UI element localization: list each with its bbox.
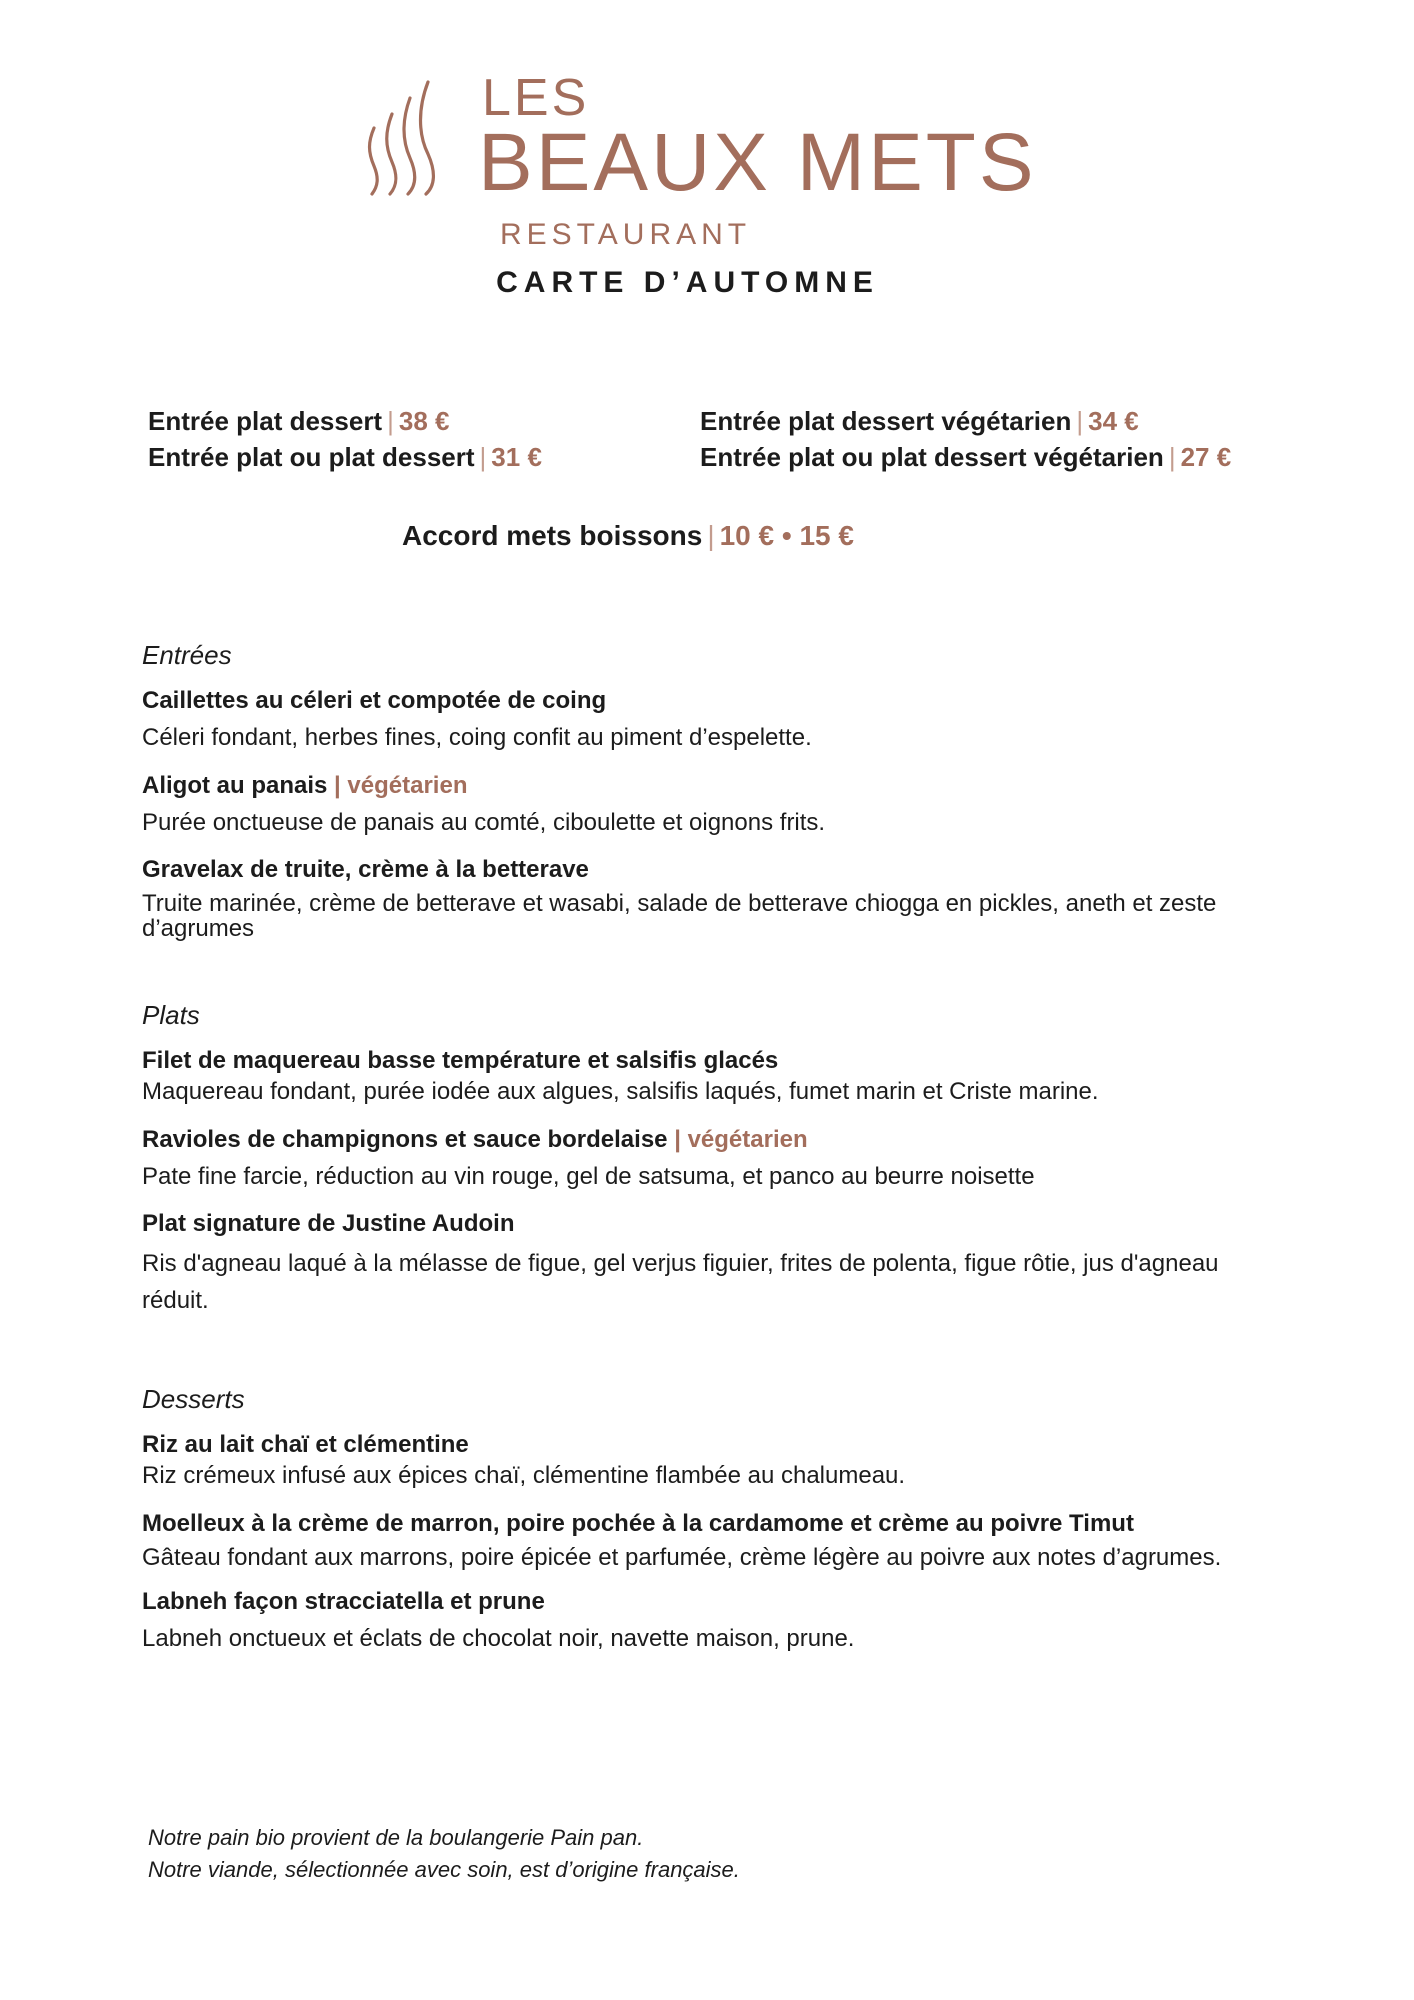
section-entrees — [142, 640, 1272, 958]
dish-description: Ris d'agneau laqué à la mélasse de figue, gel verjus figuier, frites de polenta, figue rôtie, jus d'agneau réduit. — [142, 1250, 1219, 1315]
formula-label: Entrée plat ou plat dessert végétarien — [700, 442, 1164, 472]
dish-name: Caillettes au céleri et compotée de coing — [142, 687, 607, 715]
price-accord: Accord mets boissons | 10 € • 15 € — [402, 520, 854, 551]
dish-description: Truite marinée, crème de betterave et wasabi, salade de betterave chiogga en pickles, aneth et zeste d’agrumes — [142, 890, 1217, 943]
formula-amount: 38 € — [398, 406, 450, 436]
dish-description: Riz crémeux infusé aux épices chaï, clémentine flambée au chalumeau. — [142, 1462, 906, 1490]
dish-name: Moelleux à la crème de marron, poire pochée à la cardamome et crème au poivre Timut — [142, 1509, 1134, 1537]
dish-description: Pate fine farcie, réduction au vin rouge, gel de satsuma, et panco au beurre noisette — [142, 1162, 1035, 1190]
formula-amount: 31 € — [491, 442, 542, 472]
steam-waves-icon — [366, 78, 452, 196]
dish-name: Ravioles de champignons et sauce bordelaise — [142, 1125, 668, 1153]
price-formula-1: Entrée plat dessert | 38 € — [148, 406, 450, 436]
logo-les: LES — [482, 69, 590, 127]
footer-notes — [148, 1822, 740, 1886]
dish-description: Gâteau fondant aux marrons, poire épicée et parfumée, crème légère au poivre aux notes d’agrumes. — [142, 1543, 1222, 1571]
price-formula-3: Entrée plat dessert végétarien | 34 € — [700, 406, 1139, 436]
formula-label: Entrée plat ou plat dessert — [148, 442, 475, 472]
footer-bread-note: Notre pain bio provient de la boulangerie Pain pan. — [148, 1825, 644, 1850]
dish-name: Filet de maquereau basse température et salsifis glacés — [142, 1047, 779, 1075]
formula-amount: 34 € — [1088, 406, 1139, 436]
dish-description: Labneh onctueux et éclats de chocolat noir, navette maison, prune. — [142, 1625, 855, 1653]
formula-label: Entrée plat dessert — [148, 406, 383, 436]
dish — [142, 1429, 1272, 1491]
dish — [142, 770, 1272, 838]
section-title: Desserts — [142, 1384, 245, 1414]
dish-name: Labneh façon stracciatella et prune — [142, 1587, 545, 1615]
dish — [142, 685, 1272, 753]
section-title: Plats — [142, 1000, 200, 1030]
formula-label: Entrée plat dessert végétarien — [700, 406, 1072, 436]
dish — [142, 1045, 1272, 1107]
menu-title: CARTE D’AUTOMNE — [496, 266, 879, 299]
dish-description: Céleri fondant, herbes fines, coing confit au piment d’espelette. — [142, 724, 812, 752]
dish-description: Purée onctueuse de panais au comté, ciboulette et oignons frits. — [142, 808, 826, 836]
formula-amount: 27 € — [1180, 442, 1232, 472]
dish-name: Riz au lait chaï et clémentine — [142, 1431, 469, 1459]
accord-label: Accord mets boissons — [402, 520, 703, 551]
price-formula-4: Entrée plat ou plat dessert végétarien | 27 € — [700, 442, 1232, 472]
vegetarian-tag: | végétarien — [334, 771, 468, 799]
accord-amount: 10 € • 15 € — [719, 520, 854, 551]
dish-name: Plat signature de Justine Audoin — [142, 1209, 515, 1237]
dish-name: Aligot au panais — [142, 771, 328, 799]
dish-description: Maquereau fondant, purée iodée aux algues, salsifis laqués, fumet marin et Criste marine. — [142, 1078, 1099, 1106]
dish — [142, 1586, 1272, 1654]
section-title: Entrées — [142, 640, 232, 670]
logo-subtitle: RESTAURANT — [500, 218, 752, 251]
dish — [142, 1208, 1272, 1320]
dish-name: Gravelax de truite, crème à la betterave — [142, 855, 589, 883]
logo-name: BEAUX METS — [478, 117, 1037, 208]
dish — [142, 1124, 1272, 1192]
vegetarian-tag: | végétarien — [674, 1125, 808, 1153]
footer-meat-note: Notre viande, sélectionnée avec soin, est d’origine française. — [148, 1856, 740, 1882]
dish — [142, 854, 1272, 942]
section-desserts — [142, 1384, 1272, 1670]
price-formula-2: Entrée plat ou plat dessert | 31 € — [148, 442, 542, 472]
section-plats — [142, 1000, 1272, 1336]
dish — [142, 1508, 1272, 1570]
